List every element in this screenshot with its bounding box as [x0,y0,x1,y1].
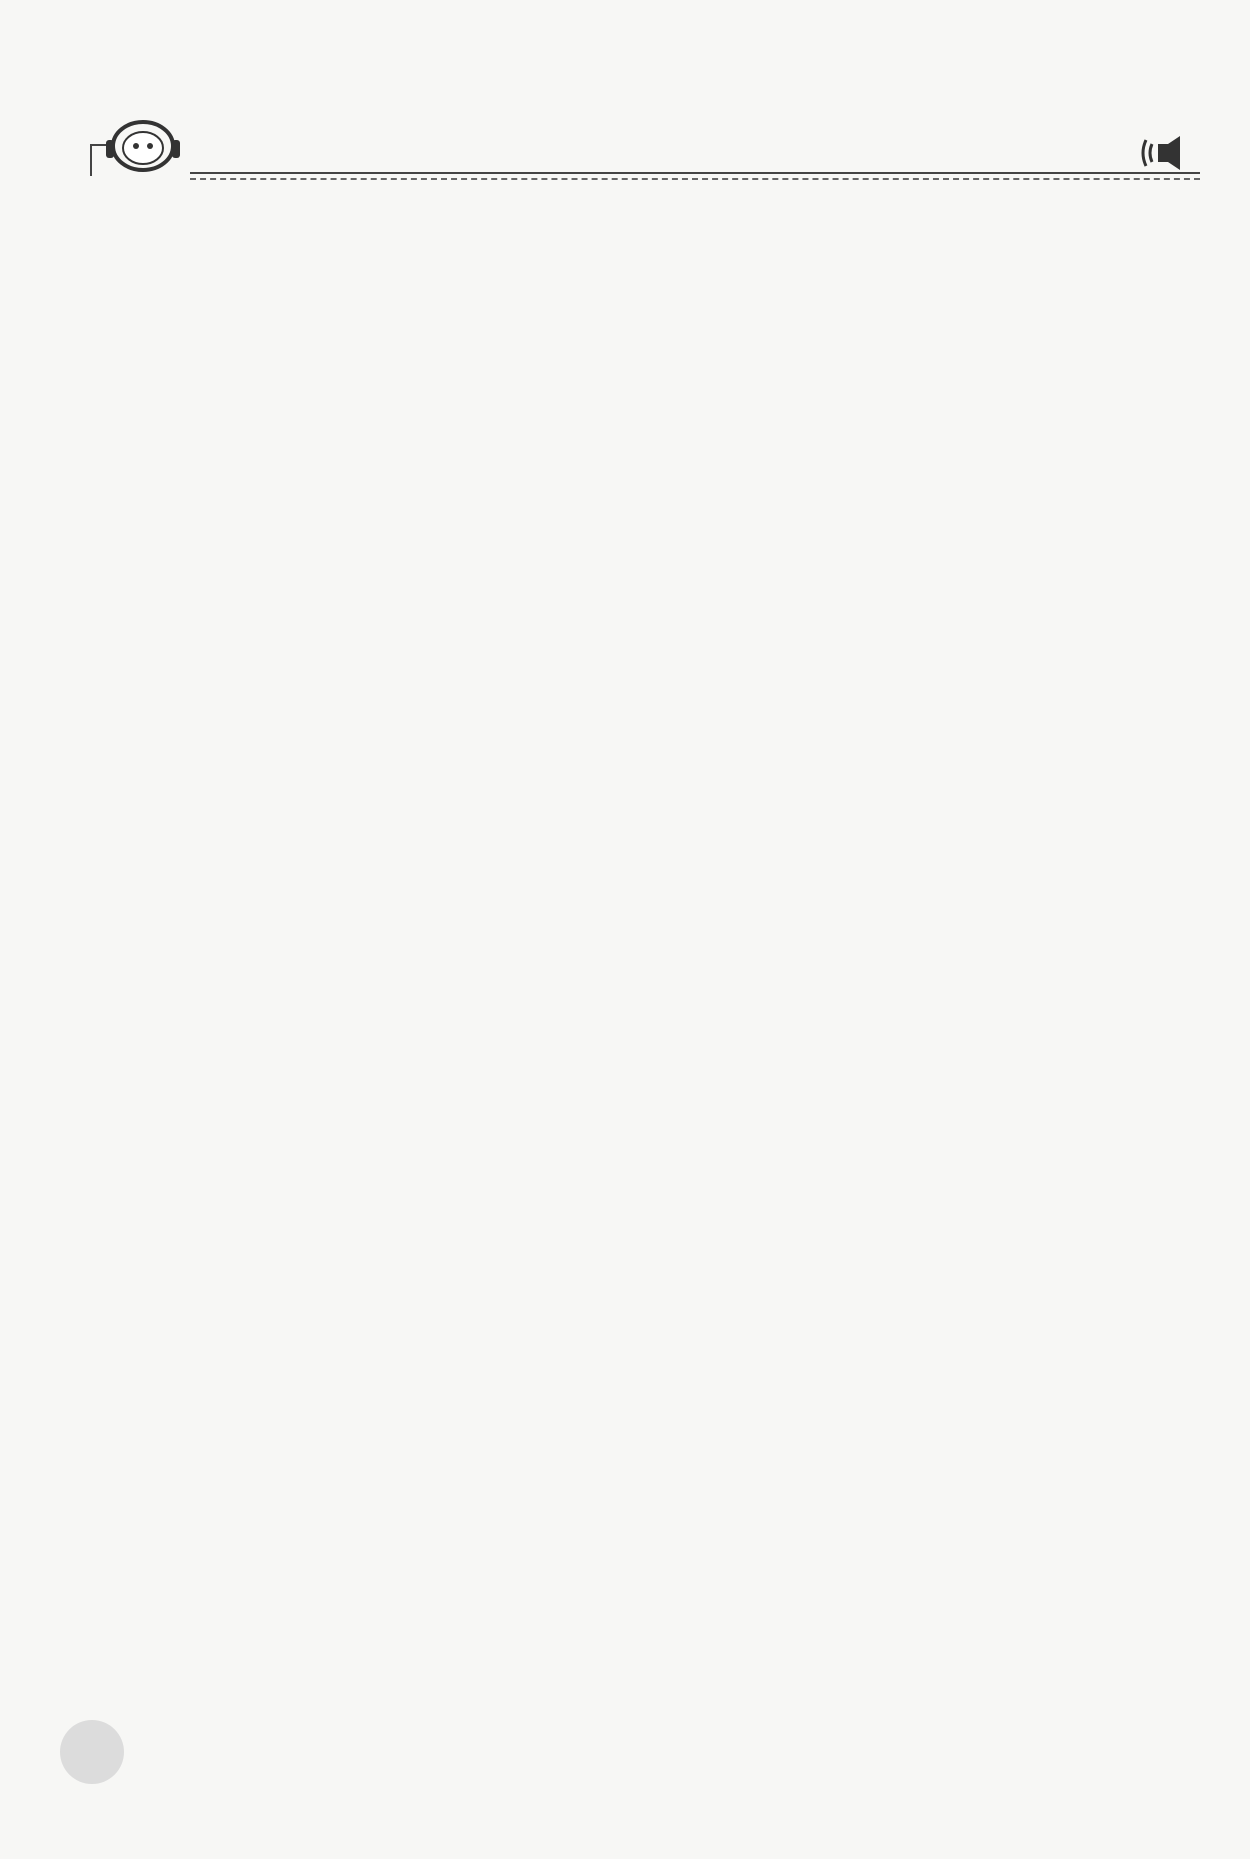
header-bracket [90,144,106,176]
answer-line-q12 [134,1406,1174,1461]
page-header [90,100,1210,180]
header-dashed-rule [190,178,1200,180]
header-rule [190,172,1200,174]
speaker-icon [1140,128,1200,178]
answer-table [134,1162,1162,1394]
answer-line-q13 [134,1461,1174,1516]
page-number [60,1720,124,1784]
answers-bottom [134,1406,1174,1516]
mascot-logo-icon [98,114,188,174]
